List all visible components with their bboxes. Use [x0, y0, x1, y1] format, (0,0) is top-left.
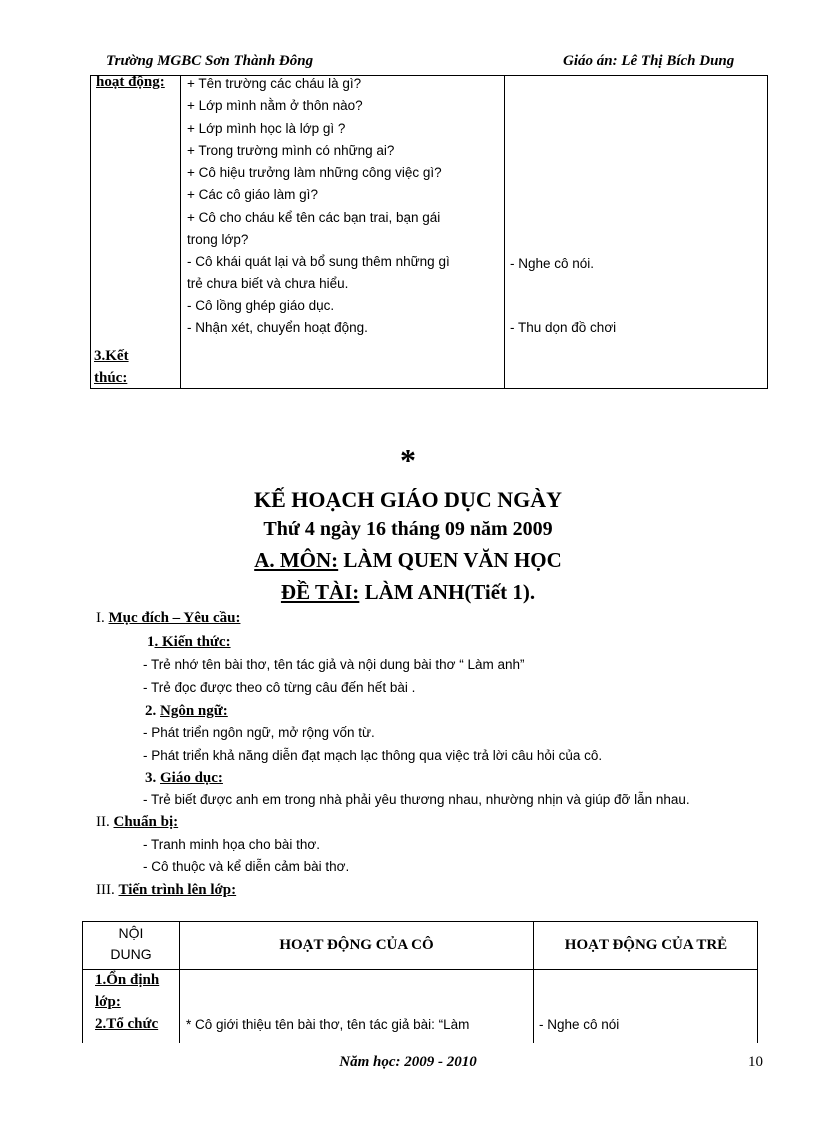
subsection-1-heading — [147, 634, 231, 651]
list-item: - Trẻ đọc được theo cô từng câu đến hết bài . — [143, 680, 416, 695]
plan-title: KẾ HOẠCH GIÁO DỤC NGÀY — [253, 487, 562, 512]
section-3-heading — [96, 882, 236, 899]
list-item: - Phát triển ngôn ngữ, mở rộng vốn từ. — [143, 725, 375, 740]
subsection-number: 1 — [147, 634, 155, 650]
list-item: - Trẻ biết được anh em trong nhà phải yêu thương nhau, nhường nhịn và giúp đỡ lẫn nhau. — [143, 792, 690, 807]
topic-value: LÀM ANH(Tiết 1). — [359, 580, 536, 604]
header-content-1: NỘI — [118, 925, 144, 941]
child-activity-line: - Nghe cô nói — [539, 1017, 620, 1032]
section-1-heading — [96, 610, 240, 627]
question-line: + Cô cho cháu kể tên các bạn trai, bạn gái — [187, 210, 441, 225]
stage-label: lớp: — [95, 994, 121, 1010]
child-activity-line: - Nghe cô nói. — [510, 256, 595, 271]
plan-date: Thứ 4 ngày 16 tháng 09 năm 2009 — [263, 518, 553, 540]
plan-topic — [0, 580, 816, 605]
school-year: Năm học: 2009 - 2010 — [339, 1054, 477, 1070]
activity-line: - Nhận xét, chuyển hoạt động. — [187, 320, 368, 335]
section-title: Mục đích – Yêu cầu: — [108, 610, 241, 626]
question-line: + Trong trường mình có những ai? — [187, 143, 395, 158]
section-title: Tiến trình lên lớp: — [118, 882, 237, 898]
subsection-number: 3. — [145, 770, 160, 786]
question-line: + Các cô giáo làm gì? — [187, 187, 318, 202]
section-number: III. — [96, 882, 119, 898]
question-line: + Lớp mình nằm ở thôn nào? — [187, 98, 363, 113]
left-cell-text: thúc: — [94, 370, 128, 386]
section-number: I. — [96, 610, 109, 626]
teacher-name: Giáo án: Lê Thị Bích Dung — [563, 53, 735, 69]
list-item: - Tranh minh họa cho bài thơ. — [143, 837, 320, 852]
activity-line: trẻ chưa biết và chưa hiểu. — [187, 276, 349, 291]
question-line: trong lớp? — [187, 232, 249, 247]
stage-label: 2.Tổ chức — [95, 1016, 159, 1032]
activity-line: - Cô lồng ghép giáo dục. — [187, 298, 335, 313]
section-title: Chuẩn bị: — [113, 814, 179, 830]
activity-line: - Cô khái quát lại và bổ sung thêm những gì — [187, 254, 450, 269]
left-cell-text: hoạt động: — [96, 74, 165, 90]
subsection-2-heading — [145, 703, 228, 720]
stage-label: 1.Ổn định — [95, 972, 160, 988]
section-2-heading — [96, 814, 178, 831]
topic-label: ĐỀ TÀI: — [280, 580, 360, 604]
question-line: + Cô hiệu trưởng làm những công việc gì? — [187, 165, 442, 180]
header-child-activity: HOẠT ĐỘNG CỦA TRẺ — [564, 937, 728, 953]
list-item: - Phát triển khả năng diễn đạt mạch lạc thông qua việc trả lời câu hỏi của cô. — [143, 748, 603, 763]
question-line: + Tên trường các cháu là gì? — [187, 76, 362, 91]
section-asterisk: * — [400, 442, 416, 478]
subsection-title: Giáo dục: — [160, 770, 223, 786]
section-number: II. — [96, 814, 114, 830]
page-number: 10 — [748, 1054, 763, 1070]
child-activity-line: - Thu dọn đồ chơi — [510, 320, 617, 335]
subject-label: A. MÔN: — [254, 548, 339, 572]
school-name: Trường MGBC Sơn Thành Đông — [106, 53, 314, 69]
left-cell-text: 3.Kết — [94, 348, 129, 364]
teacher-activity-line: * Cô giới thiệu tên bài thơ, tên tác giả bài: “Làm — [186, 1017, 470, 1032]
header-content-2: DUNG — [110, 946, 152, 962]
column-divider — [180, 75, 181, 389]
question-line: + Lớp mình học là lớp gì ? — [187, 121, 346, 136]
header-divider — [82, 969, 758, 970]
list-item: - Trẻ nhớ tên bài thơ, tên tác giả và nội dung bài thơ “ Làm anh” — [143, 657, 525, 672]
column-divider — [504, 75, 505, 389]
subject-value: LÀM QUEN VĂN HỌC — [338, 548, 562, 572]
subsection-number: 2. — [145, 703, 160, 719]
header-teacher-activity: HOẠT ĐỘNG CỦA CÔ — [279, 937, 434, 953]
subsection-3-heading — [145, 770, 223, 787]
list-item: - Cô thuộc và kể diễn cảm bài thơ. — [143, 859, 350, 874]
subsection-title: . Kiến thức: — [154, 634, 231, 650]
plan-subject — [0, 548, 816, 573]
subsection-title: Ngôn ngữ: — [160, 703, 228, 719]
